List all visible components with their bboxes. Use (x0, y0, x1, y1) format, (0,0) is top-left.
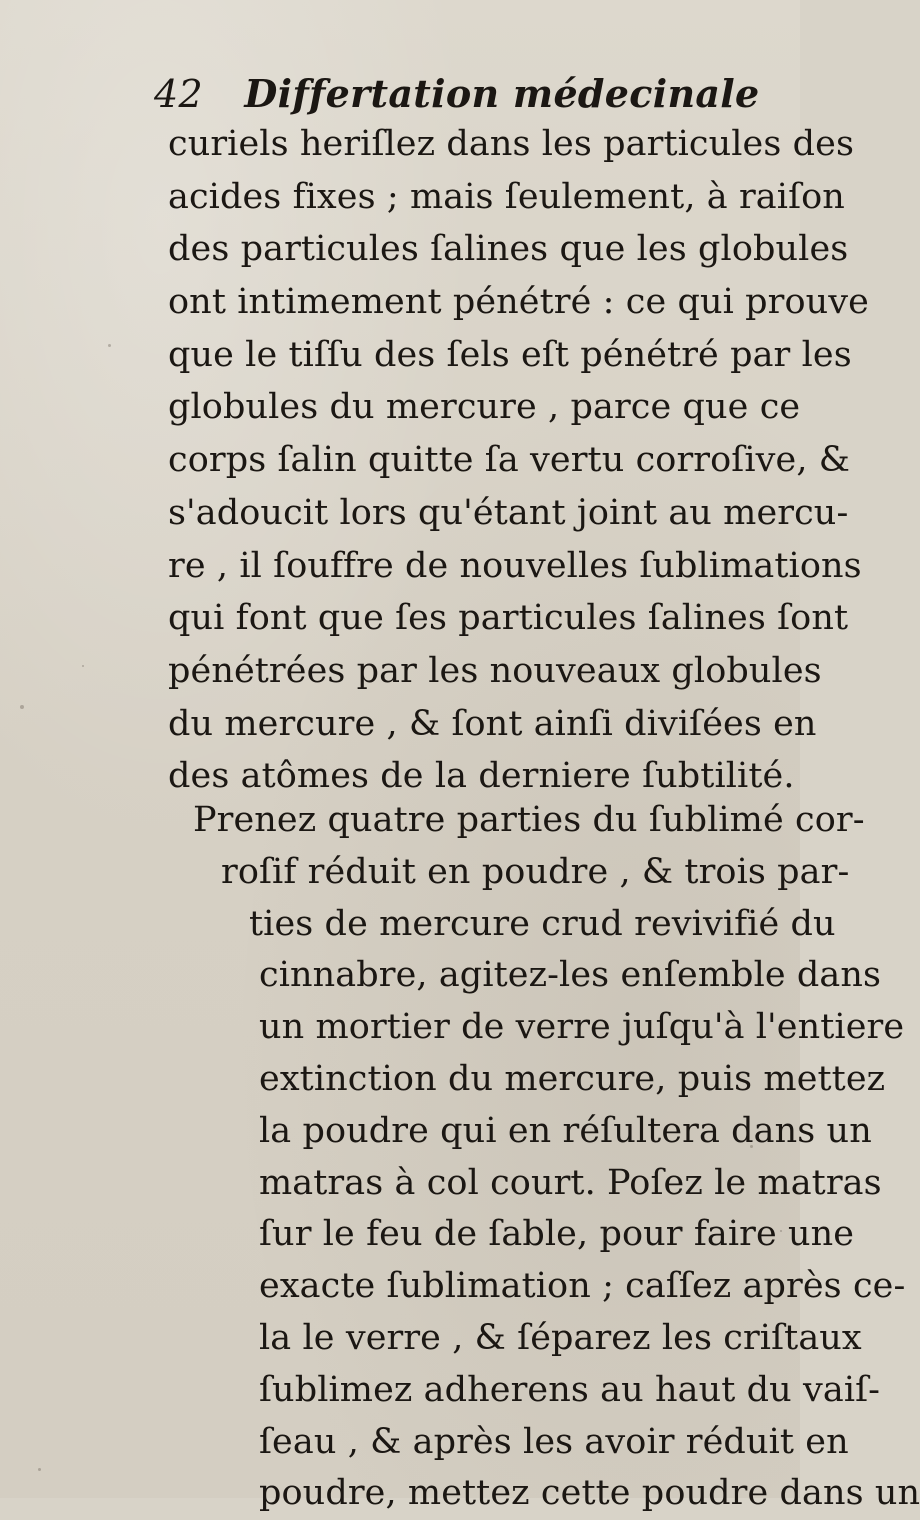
text-line: que le tiſſu des ſels eſt pénétré par les (168, 334, 852, 375)
paper-speck (38, 1468, 41, 1471)
text-line: cinnabre, agitez-les enſemble dans (259, 955, 882, 996)
text-line: globules du mercure , parce que ce (168, 387, 801, 428)
paper-speck (108, 344, 111, 347)
text-line: ont intimement pénétré : ce qui prouve (168, 282, 869, 323)
page-number: 42 (154, 72, 203, 116)
text-line: corps ſalin quitte ſa vertu corroſive, & (168, 440, 851, 481)
text-line: ſeau , & après les avoir réduit en (259, 1421, 849, 1462)
text-line: des particules ſalines que les globules (168, 229, 849, 270)
main-paragraph (168, 118, 869, 803)
text-line: exacte ſublimation ; caſſez après ce- (259, 1266, 906, 1307)
text-line: extinction du mercure, puis mettez (259, 1058, 886, 1099)
page-header (154, 66, 760, 122)
text-line: matras à col court. Poſez le matras (259, 1162, 882, 1203)
paper-speck (20, 705, 24, 709)
text-line: du mercure , & ſont ainſi diviſées en (168, 703, 817, 744)
running-title: Differtation médecinale (244, 71, 760, 116)
text-line: poudre, mettez cette poudre dans un (259, 1473, 920, 1514)
recipe-paragraph (193, 795, 920, 1520)
text-line: des atômes de la derniere ſubtilité. (168, 756, 795, 797)
text-line: roſif réduit en poudre , & trois par- (221, 851, 850, 892)
text-line: la le verre , & ſéparez les criſtaux (259, 1317, 862, 1358)
text-line: re , il ſouffre de nouvelles ſublimations (168, 545, 862, 586)
text-line: ties de mercure crud revivifié du (249, 903, 836, 944)
text-line: acides fixes ; mais ſeulement, à raiſon (168, 176, 845, 217)
text-line: curiels heriſlez dans les particules des (168, 124, 855, 164)
paper-speck (82, 665, 84, 667)
text-line: la poudre qui en réſultera dans un (259, 1110, 872, 1151)
text-line: ſur le feu de ſable, pour faire une (259, 1214, 855, 1255)
text-line: Prenez quatre parties du ſublimé cor- (193, 800, 865, 840)
text-line: s'adoucit lors qu'étant joint au mercu- (168, 492, 849, 533)
text-line: pénétrées par les nouveaux globules (168, 650, 822, 691)
text-line: un mortier de verre juſqu'à l'entiere (259, 1007, 905, 1048)
text-line: qui font que ſes particules ſalines ſont (168, 598, 849, 639)
text-line: ſublimez adherens au haut du vaiſ- (259, 1369, 881, 1410)
